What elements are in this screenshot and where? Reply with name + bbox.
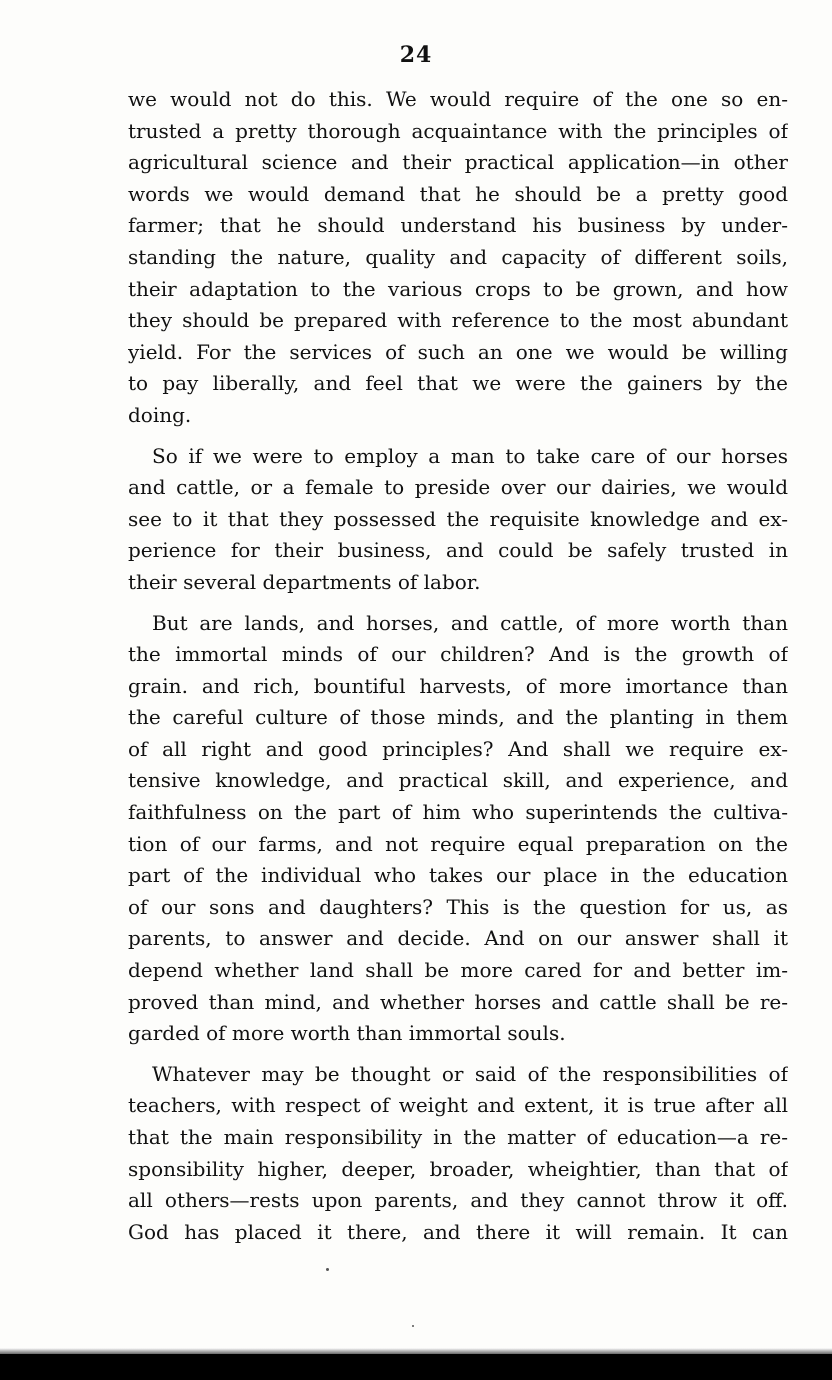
- paragraph-2: [128, 441, 788, 599]
- ink-speck: [326, 1268, 329, 1271]
- text-line: agricultural science and their practical application—in other: [128, 150, 788, 175]
- text-line: that the main responsibility in the matter of education—a re-: [128, 1125, 788, 1149]
- scan-bottom-edge: [0, 1354, 832, 1380]
- paragraph-1: [128, 84, 788, 432]
- text-line: to pay liberally, and feel that we were the gainers by the: [128, 371, 788, 396]
- text-line: But are lands, and horses, and cattle, of more worth than: [152, 610, 788, 635]
- text-line: garded of more worth than immortal souls.: [128, 1021, 566, 1046]
- text-line: grain. and rich, bountiful harvests, of more imortance than: [128, 673, 788, 698]
- text-line: the immortal minds of our children? And is the growth of: [128, 642, 788, 667]
- text-line: their adaptation to the various crops to be grown, and how: [128, 276, 788, 301]
- paragraph-3: [128, 608, 788, 1050]
- text-line: and cattle, or a female to preside over our dairies, we would: [128, 475, 788, 500]
- text-line: words we would demand that he should be a pretty good: [128, 181, 788, 206]
- paragraph-4: [128, 1059, 788, 1249]
- text-line: doing.: [128, 402, 192, 427]
- text-line: of our sons and daughters? This is the question for us, as: [128, 894, 788, 919]
- text-line: of all right and good principles? And shall we require ex-: [128, 736, 788, 761]
- text-line: yield. For the services of such an one we would be willing: [128, 339, 788, 364]
- text-line: see to it that they possessed the requisite knowledge and ex-: [128, 506, 788, 531]
- text-line: sponsibility higher, deeper, broader, wheightier, than that of: [128, 1156, 788, 1181]
- ink-speck: [412, 1325, 414, 1327]
- text-line: So if we were to employ a man to take care of our horses: [152, 443, 788, 468]
- text-line: God has placed it there, and there it will remain. It can: [128, 1219, 788, 1244]
- text-line: the careful culture of those minds, and the planting in them: [128, 705, 788, 730]
- text-line: farmer; that he should understand his business by under-: [128, 213, 788, 238]
- text-line: standing the nature, quality and capacity of different soils,: [128, 244, 788, 269]
- text-line: Whatever may be thought or said of the responsibilities of: [152, 1061, 788, 1086]
- text-line: tensive knowledge, and practical skill, and experience, and: [128, 768, 788, 793]
- body-text: [128, 84, 788, 1257]
- page-number: 24: [399, 42, 433, 68]
- text-line: we would not do this. We would require of the one so en-: [128, 87, 788, 111]
- text-line: tion of our farms, and not require equal preparation on the: [128, 831, 788, 856]
- text-line: trusted a pretty thorough acquaintance with the principles of: [128, 118, 788, 143]
- text-line: teachers, with respect of weight and extent, it is true after all: [128, 1093, 788, 1118]
- text-line: all others—rests upon parents, and they cannot throw it off.: [128, 1188, 788, 1213]
- text-line: proved than mind, and whether horses and cattle shall be re-: [128, 989, 788, 1014]
- text-line: part of the individual who takes our place in the education: [128, 863, 788, 888]
- text-line: parents, to answer and decide. And on our answer shall it: [128, 926, 788, 951]
- text-line: perience for their business, and could be safely trusted in: [128, 538, 788, 563]
- text-line: faithfulness on the part of him who superintends the cultiva-: [128, 800, 788, 825]
- text-line: their several departments of labor.: [128, 569, 481, 594]
- text-line: depend whether land shall be more cared for and better im-: [128, 958, 788, 983]
- text-line: they should be prepared with reference to the most abundant: [128, 308, 788, 333]
